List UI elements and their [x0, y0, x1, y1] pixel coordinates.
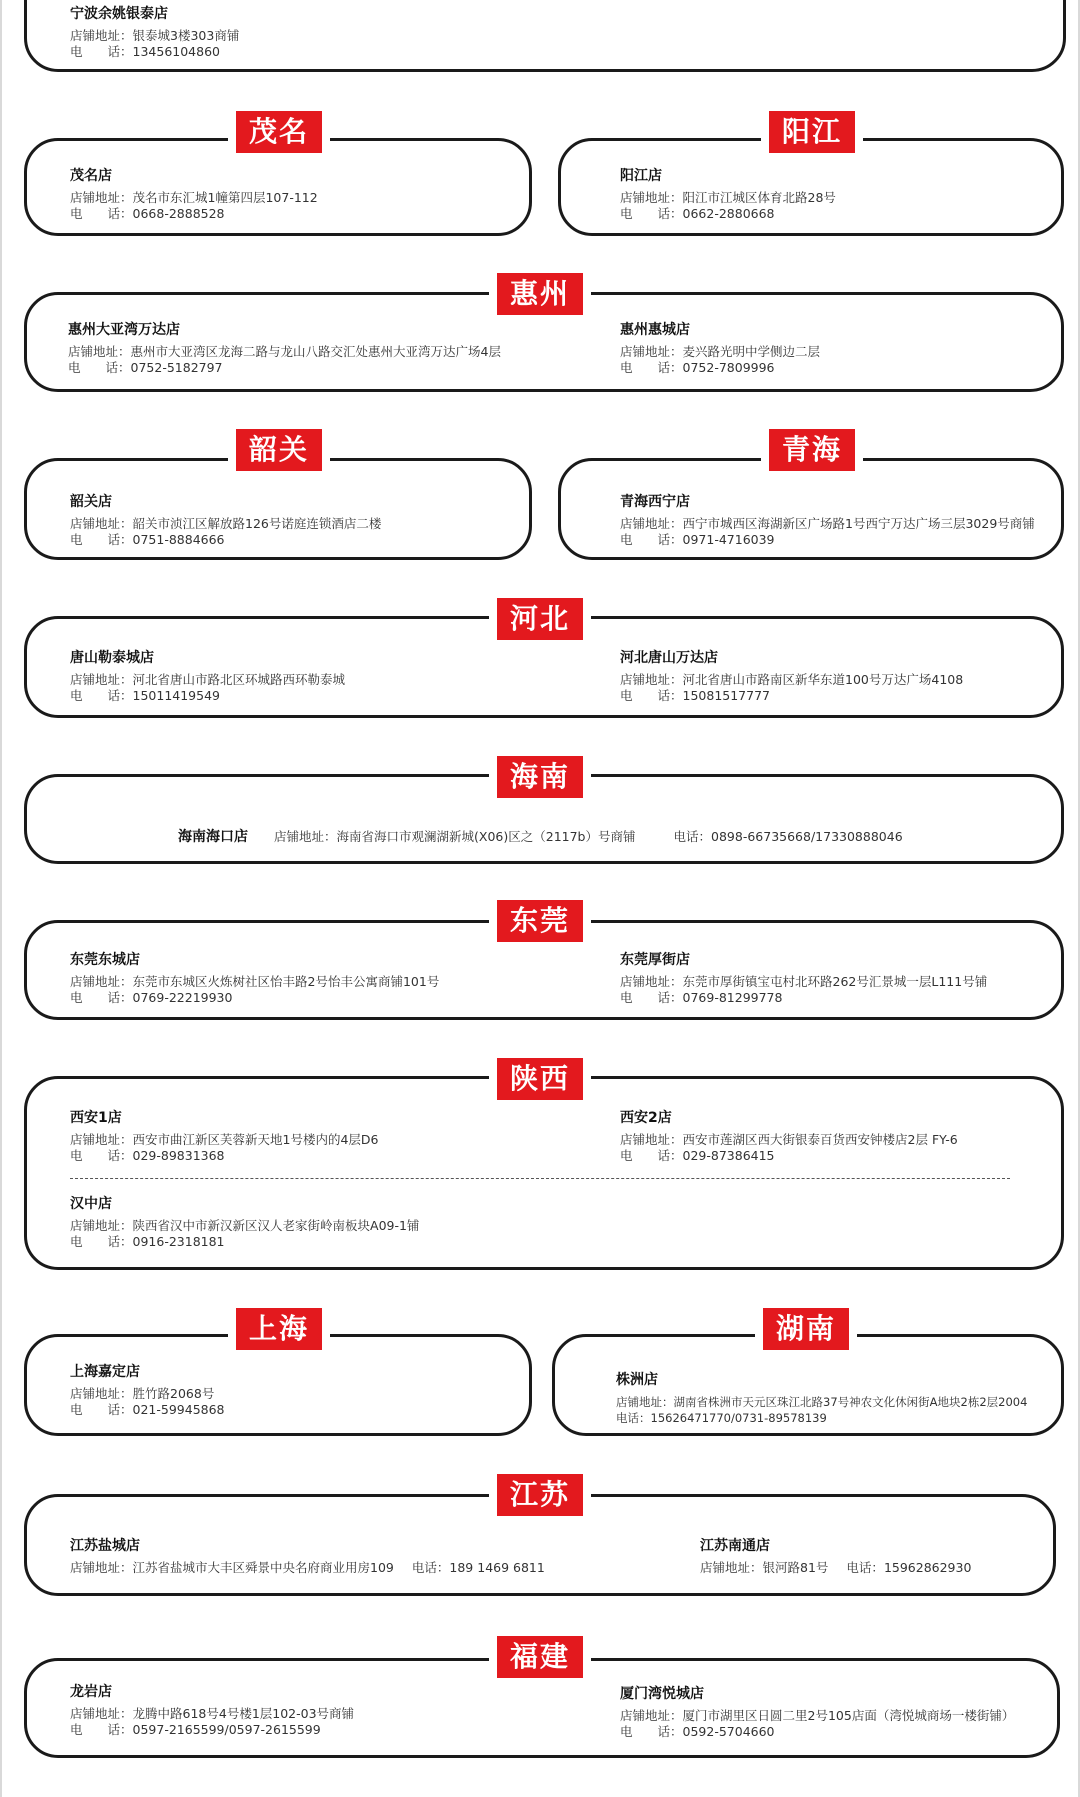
- store-yangjiang: 阳江店 店铺地址：阳江市江城区体育北路28号 电 话：0662-2880668: [620, 168, 836, 221]
- store-name: 厦门湾悦城店: [620, 1686, 704, 1702]
- store-name: 茂名店: [70, 168, 112, 184]
- store-phone: 0916-2318181: [132, 1234, 225, 1249]
- region-tag-jiangsu: 江苏: [497, 1474, 583, 1516]
- store-name: 西安2店: [620, 1110, 672, 1126]
- store-phone: 15962862930: [883, 1560, 972, 1575]
- store-huizhou-dayawan: 惠州大亚湾万达店 店铺地址：惠州市大亚湾区龙海二路与龙山八路交汇处惠州大亚湾万达广场4层 电 话：0752-5182797: [68, 322, 501, 375]
- store-address: 西安市曲江新区芙蓉新天地1号楼内的4层D6: [132, 1132, 379, 1147]
- store-tangshan-wanda: 河北唐山万达店 店铺地址：河北省唐山市路南区新华东道100号万达广场4108 电 话：15081517777: [620, 650, 964, 703]
- store-name: 韶关店: [70, 494, 112, 510]
- store-jiangsu-yancheng: 江苏盐城店 店铺地址：江苏省盐城市大丰区舜景中央名府商业用房109 电话：189 1469 6811: [70, 1538, 545, 1575]
- store-name: 江苏南通店: [700, 1538, 770, 1554]
- region-tag-dongguan: 东莞: [497, 900, 583, 942]
- store-longyan: 龙岩店 店铺地址：龙腾中路618号4号楼1层102-03号商铺 电 话：0597-2165599/0597-2615599: [70, 1684, 355, 1737]
- store-address: 西安市莲湖区西大街银泰百货西安钟楼店2层 FY-6: [682, 1132, 958, 1147]
- store-phone: 15626471770/0731-89578139: [650, 1411, 827, 1425]
- store-address: 厦门市湖里区日圆二里2号105店面（湾悦城商场一楼街铺）: [682, 1708, 1015, 1723]
- store-dongguan-dongcheng: 东莞东城店 店铺地址：东莞市东城区火炼树社区怡丰路2号怡丰公寓商铺101号 电 话：0769-22219930: [70, 952, 440, 1005]
- store-phone: 0971-4716039: [682, 532, 775, 547]
- store-phone: 0769-81299778: [682, 990, 783, 1005]
- store-phone: 0592-5704660: [682, 1724, 775, 1739]
- store-name: 东莞东城店: [70, 952, 140, 968]
- region-tag-hainan: 海南: [497, 756, 583, 798]
- store-address: 西宁市城西区海湖新区广场路1号西宁万达广场三层3029号商铺: [682, 516, 1035, 531]
- store-name: 宁波余姚银泰店: [70, 6, 168, 22]
- store-name: 汉中店: [70, 1196, 112, 1212]
- store-xiamen-wanyue: 厦门湾悦城店 店铺地址：厦门市湖里区日圆二里2号105店面（湾悦城商场一楼街铺） 电 话：0592-5704660: [620, 1686, 1015, 1739]
- store-phone: 0752-5182797: [130, 360, 223, 375]
- left-border: [0, 0, 2, 1797]
- store-phone: 0898-66735668/17330888046: [711, 829, 903, 844]
- region-tag-shaoguan: 韶关: [236, 429, 322, 471]
- store-address: 陕西省汉中市新汉新区汉人老家街岭南板块A09-1铺: [132, 1218, 420, 1233]
- store-address: 麦兴路光明中学侧边二层: [682, 344, 821, 359]
- store-address: 银泰城3楼303商铺: [132, 28, 240, 43]
- store-xian-1: 西安1店 店铺地址：西安市曲江新区芙蓉新天地1号楼内的4层D6 电 话：029-89831368: [70, 1110, 379, 1163]
- store-phone: 029-87386415: [682, 1148, 775, 1163]
- store-xian-2: 西安2店 店铺地址：西安市莲湖区西大街银泰百货西安钟楼店2层 FY-6 电 话：029-87386415: [620, 1110, 958, 1163]
- store-phone: 0751-8884666: [132, 532, 225, 547]
- store-name: 青海西宁店: [620, 494, 690, 510]
- store-phone: 021-59945868: [132, 1402, 225, 1417]
- store-address: 胜竹路2068号: [132, 1386, 215, 1401]
- store-phone: 189 1469 6811: [449, 1560, 545, 1575]
- region-tag-shanghai: 上海: [236, 1308, 322, 1350]
- store-address: 银河路81号: [762, 1560, 829, 1575]
- store-phone: 0769-22219930: [132, 990, 233, 1005]
- region-tag-fujian: 福建: [497, 1636, 583, 1678]
- store-name: 龙岩店: [70, 1684, 112, 1700]
- store-name: 株洲店: [616, 1372, 658, 1388]
- store-address: 江苏省盐城市大丰区舜景中央名府商业用房109: [132, 1560, 394, 1575]
- store-qinghai-xining: 青海西宁店 店铺地址：西宁市城西区海湖新区广场路1号西宁万达广场三层3029号商铺 电 话：0971-4716039: [620, 494, 1035, 547]
- store-phone: 0752-7809996: [682, 360, 775, 375]
- store-dongguan-houjie: 东莞厚街店 店铺地址：东莞市厚街镇宝屯村北环路262号汇景城一层L111号铺 电 话：0769-81299778: [620, 952, 988, 1005]
- store-phone: 0668-2888528: [132, 206, 225, 221]
- region-tag-huizhou: 惠州: [497, 273, 583, 315]
- region-tag-shaanxi: 陕西: [497, 1058, 583, 1100]
- store-huizhou-huicheng: 惠州惠城店 店铺地址：麦兴路光明中学侧边二层 电 话：0752-7809996: [620, 322, 821, 375]
- store-name: 上海嘉定店: [70, 1364, 140, 1380]
- store-address: 韶关市浈江区解放路126号诺庭连锁酒店二楼: [132, 516, 382, 531]
- region-tag-yangjiang: 阳江: [769, 111, 855, 153]
- store-name: 东莞厚街店: [620, 952, 690, 968]
- store-phone: 0597-2165599/0597-2615599: [132, 1722, 321, 1737]
- store-maoming: 茂名店 店铺地址：茂名市东汇城1幢第四层107-112 电 话：0668-2888528: [70, 168, 318, 221]
- store-phone: 15011419549: [132, 688, 220, 703]
- store-address: 湖南省株洲市天元区珠江北路37号神农文化休闲街A地块2栋2层2004: [673, 1395, 1028, 1409]
- store-name: 江苏盐城店: [70, 1538, 140, 1554]
- region-tag-hunan: 湖南: [763, 1308, 849, 1350]
- store-name: 河北唐山万达店: [620, 650, 718, 666]
- store-name: 惠州大亚湾万达店: [68, 322, 180, 338]
- store-phone: 0662-2880668: [682, 206, 775, 221]
- store-address: 茂名市东汇城1幢第四层107-112: [132, 190, 318, 205]
- store-ningbo-yuyao: 宁波余姚银泰店 店铺地址：银泰城3楼303商铺 电 话：13456104860: [70, 6, 240, 59]
- store-address: 龙腾中路618号4号楼1层102-03号商铺: [132, 1706, 355, 1721]
- region-tag-qinghai: 青海: [769, 429, 855, 471]
- store-name: 惠州惠城店: [620, 322, 690, 338]
- store-name: 海南海口店: [178, 829, 248, 845]
- store-name: 西安1店: [70, 1110, 122, 1126]
- store-address: 阳江市江城区体育北路28号: [682, 190, 836, 205]
- region-tag-maoming: 茂名: [236, 111, 322, 153]
- store-tangshan-letai: 唐山勒泰城店 店铺地址：河北省唐山市路北区环城路西环勒泰城 电 话：15011419549: [70, 650, 346, 703]
- store-jiangsu-nantong: 江苏南通店 店铺地址：银河路81号 电话：15962862930: [700, 1538, 972, 1575]
- dashed-divider: [70, 1178, 1010, 1179]
- store-address: 河北省唐山市路南区新华东道100号万达广场4108: [682, 672, 964, 687]
- store-name: 阳江店: [620, 168, 662, 184]
- store-name: 唐山勒泰城店: [70, 650, 154, 666]
- store-address: 东莞市厚街镇宝屯村北环路262号汇景城一层L111号铺: [682, 974, 988, 989]
- store-hanzhong: 汉中店 店铺地址：陕西省汉中市新汉新区汉人老家街岭南板块A09-1铺 电 话：0916-2318181: [70, 1196, 420, 1249]
- store-shaoguan: 韶关店 店铺地址：韶关市浈江区解放路126号诺庭连锁酒店二楼 电 话：0751-8884666: [70, 494, 382, 547]
- store-phone: 15081517777: [682, 688, 770, 703]
- store-hainan-haikou: 海南海口店 店铺地址：海南省海口市观澜湖新城(X06)区之（2117b）号商铺 电话：0898-66735668/17330888046: [178, 829, 903, 845]
- store-address: 海南省海口市观澜湖新城(X06)区之（2117b）号商铺: [336, 829, 636, 844]
- store-address: 惠州市大亚湾区龙海二路与龙山八路交汇处惠州大亚湾万达广场4层: [130, 344, 501, 359]
- store-phone: 13456104860: [132, 44, 220, 59]
- region-tag-hebei: 河北: [497, 598, 583, 640]
- store-address: 河北省唐山市路北区环城路西环勒泰城: [132, 672, 346, 687]
- store-zhuzhou: 株洲店 店铺地址：湖南省株洲市天元区珠江北路37号神农文化休闲街A地块2栋2层2004 电话：15626471770/0731-89578139: [616, 1372, 1028, 1425]
- store-shanghai-jiading: 上海嘉定店 店铺地址：胜竹路2068号 电 话：021-59945868: [70, 1364, 225, 1417]
- store-phone: 029-89831368: [132, 1148, 225, 1163]
- store-address: 东莞市东城区火炼树社区怡丰路2号怡丰公寓商铺101号: [132, 974, 440, 989]
